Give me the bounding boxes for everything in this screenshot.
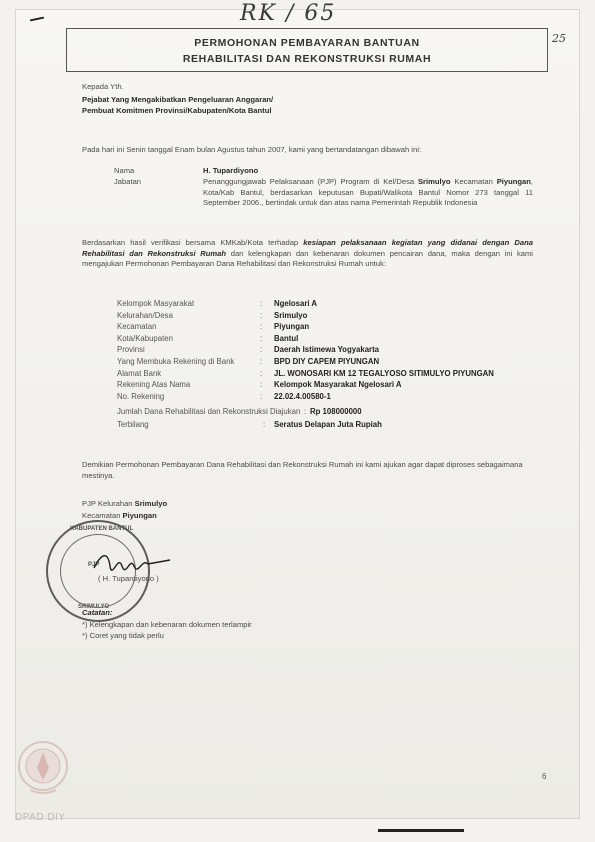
field-value: Srimulyo xyxy=(274,310,308,320)
addressee-line-2: Pembuat Komitmen Provinsi/Kabupaten/Kota Bantul xyxy=(82,106,272,115)
handwritten-signature xyxy=(92,548,172,574)
nama-label: Nama xyxy=(114,166,135,175)
notes-heading: Catatan: xyxy=(82,608,113,617)
jumlah-value: Rp 108000000 xyxy=(310,407,362,416)
stamp-bottom-text: SRIMULYO xyxy=(78,604,110,610)
title-line-1: PERMOHONAN PEMBAYARAN BANTUAN xyxy=(194,37,420,49)
closing-text: Demikian Permohonan Pembayaran Dana Rehabilitasi dan Rekonstruksi Rumah ini kami ajukan agar dapat diproses sebagaimana mestinya. xyxy=(82,460,523,480)
page-number: 6 xyxy=(542,772,547,781)
field-label: Kecamatan xyxy=(117,322,157,332)
field-value: Daerah Istimewa Yogyakarta xyxy=(274,345,380,355)
terbilang-label: Terbilang xyxy=(117,420,149,429)
dpad-logo xyxy=(16,738,70,798)
kecamatan-line: Kecamatan Piyungan xyxy=(82,511,157,520)
field-label: Kelurahan/Desa xyxy=(117,310,173,320)
pjp-line: PJP Kelurahan Srimulyo xyxy=(82,499,168,508)
field-label: Yang Membuka Rekening di Bank xyxy=(117,357,235,366)
field-label: Alamat Bank xyxy=(117,368,162,378)
field-value: Kelompok Masyarakat Ngelosari A xyxy=(274,380,402,390)
field-label: Kelompok Masyarakat xyxy=(117,299,195,308)
note-1: *) Kelengkapan dan kebenaran dokumen terlampir xyxy=(82,620,252,629)
field-label: No. Rekening xyxy=(117,391,165,401)
field-label: Provinsi xyxy=(117,345,145,355)
field-value: Bantul xyxy=(274,333,299,343)
signer-name: ( H. Tupardiyono ) xyxy=(98,574,159,583)
jabatan-value: Penanggungjawab Pelaksanaan (PJP) Program di Kel/Desa Srimulyo Kecamatan Piyungan, Kota/Kab Bantul, berdasarkan keputusan Bupati/Walikota Bantul Nomor 273 tanggal 11 September 2006., bertindak untuk dan atas nama Pemerintah Republik Indonesia xyxy=(203,177,533,207)
field-label: Rekening Atas Nama xyxy=(117,380,191,390)
addressee-kepada: Kepada Yth. xyxy=(82,82,124,91)
handwritten-code: RK / 65 xyxy=(240,1,337,26)
intro-text: Pada hari ini Senin tanggal Enam bulan Agustus tahun 2007, kami yang bertandatangan dibawah ini: xyxy=(82,145,422,154)
jumlah-label: Jumlah Dana Rehabilitasi dan Rekonstruksi Diajukan xyxy=(117,407,301,416)
jabatan-label: Jabatan xyxy=(114,177,142,186)
body-paragraph: Berdasarkan hasil verifikasi bersama KMKab/Kota terhadap kesiapan pelaksanaan kegiatan yang didanai dengan Dana Rehabilitasi dan Rekonstruksi Rumah dan kelengkapan dan kebenaran dokumen pencairan dana, maka dengan ini kami mengajukan Permohonan Pembayaran Dana Rehabilitasi dan Rekonstruksi Rumah untuk: xyxy=(82,238,533,268)
handwritten-number: 25 xyxy=(552,32,566,45)
field-value: Piyungan xyxy=(274,322,310,332)
field-value: Ngelosari A xyxy=(274,299,318,308)
scan-edge-mark xyxy=(378,829,464,832)
nama-value: H. Tupardiyono xyxy=(203,166,259,175)
field-value: JL. WONOSARI KM 12 TEGALYOSO SITIMULYO PIYUNGAN xyxy=(274,368,494,378)
note-2: *) Coret yang tidak perlu xyxy=(82,631,164,640)
stamp-top-text: KABUPATEN BANTUL xyxy=(70,526,134,532)
title-line-2: REHABILITASI DAN REKONSTRUKSI RUMAH xyxy=(182,53,432,65)
title-box xyxy=(66,28,548,72)
stamp-mid-text: PJP xyxy=(88,562,100,568)
addressee-line-1: Pejabat Yang Mengakibatkan Pengeluaran Anggaran/ xyxy=(82,95,274,104)
field-value: 22.02.4.00580-1 xyxy=(274,391,331,401)
field-label: Kota/Kabupaten xyxy=(117,333,173,343)
terbilang-value: Seratus Delapan Juta Rupiah xyxy=(274,420,382,429)
field-value: BPD DIY CAPEM PIYUNGAN xyxy=(274,357,380,366)
watermark-text: DPAD DIY xyxy=(15,812,66,823)
